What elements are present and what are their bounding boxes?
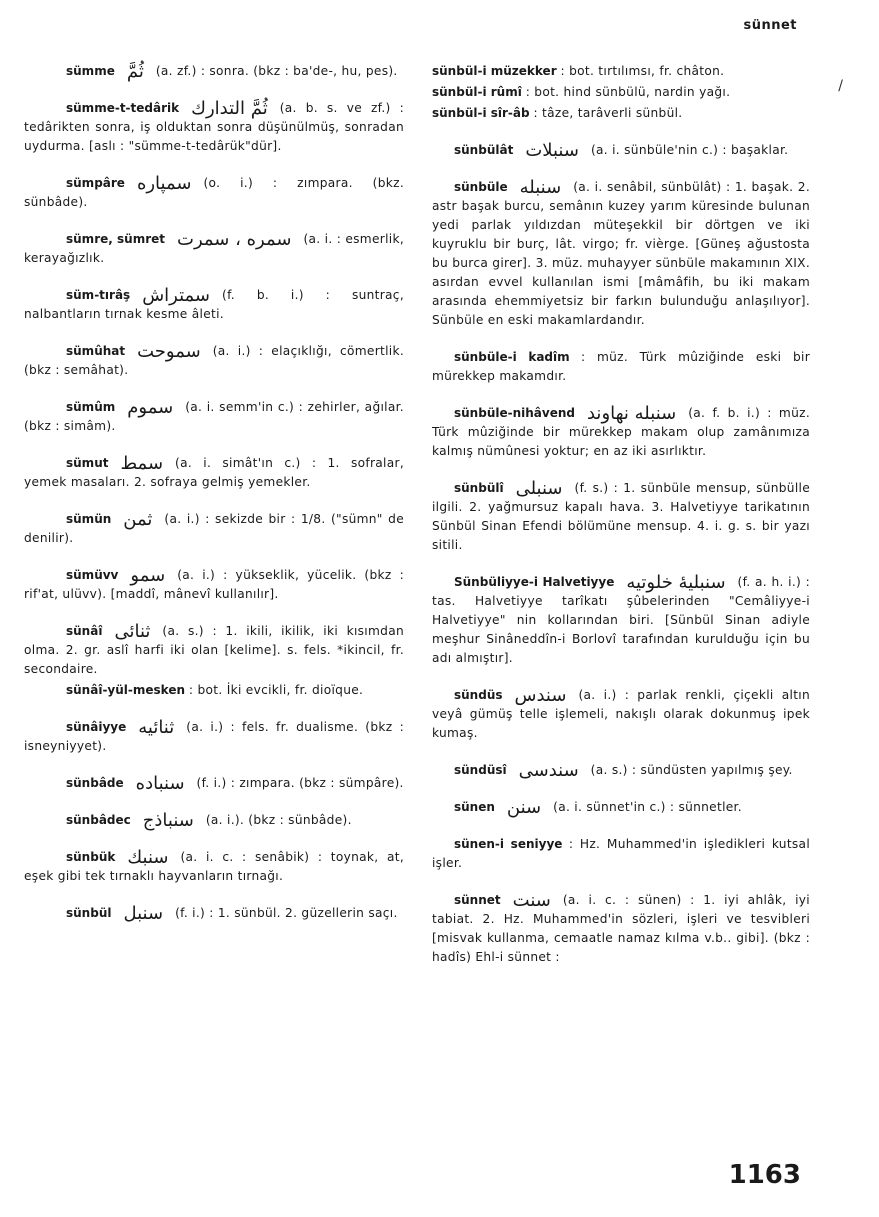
dictionary-entry [24, 718, 404, 756]
entry-definition: (a. i. simât'ın c.) : 1. sofralar, yemek masaları. 2. sofraya gelmiş yemekler. [24, 456, 404, 489]
entry-arabic-script: سنبك [127, 847, 169, 868]
entry-definition: (a. i.) : elaçıklığı, cömertlik. (bkz : semâhat). [24, 344, 404, 377]
entry-headword: sünâiyye [66, 720, 127, 734]
entry-arabic-script: ثنائیه [138, 717, 175, 738]
dictionary-entry [432, 891, 810, 967]
dictionary-entry [432, 404, 810, 461]
dictionary-entry [432, 83, 810, 102]
entry-headword: sümme [66, 64, 115, 78]
entry-definition: (a. i. : esmerlik, kerayağızlık. [24, 232, 404, 265]
entry-definition: (a. zf.) : sonra. (bkz : ba'de-, hu, pes). [155, 64, 398, 78]
entry-headword: sündüs [454, 688, 503, 702]
dictionary-entry [432, 573, 810, 668]
running-head: sünnet [743, 18, 797, 33]
entry-arabic-script: سمط [120, 453, 164, 474]
entry-arabic-script: سنن [506, 797, 542, 818]
entry-definition: (a. s.) : 1. ikili, ikilik, iki kısımdan olma. 2. gr. aslî harfi iki olan [kelime]. s. fels. *ikincil, fr. secondaire. [24, 624, 404, 676]
entry-headword: sünbül-i müzekker [432, 64, 557, 78]
entry-headword: sümüvv [66, 568, 119, 582]
entry-headword: sünâî [66, 624, 103, 638]
dictionary-entry [432, 348, 810, 386]
entry-definition: (o. i.) : zımpara. (bkz. sünbâde). [24, 176, 404, 209]
entry-headword: sümûm [66, 400, 116, 414]
dictionary-entry [432, 761, 810, 780]
dictionary-entry [432, 798, 810, 817]
entry-definition: (a. i.) : yükseklik, yücelik. (bkz : rif'at, ulüvv). [maddî, mânevî kullanılır]. [24, 568, 404, 601]
dictionary-entry [24, 811, 404, 830]
entry-headword: sünbülî [454, 481, 504, 495]
entry-definition: (a. f. b. i.) : müz. Türk mûziğinde bir mürekkep makam olup zamânımıza kalmış nümûnesi yoktur; en az iki asırlıktır. [432, 406, 810, 458]
entry-definition: (a. i. sünnet'in c.) : sünnetler. [553, 800, 742, 814]
entry-arabic-script: سنبله [519, 177, 562, 198]
entry-headword: süm-tırâş [66, 288, 131, 302]
dictionary-entry [24, 62, 404, 81]
entry-arabic-script: سمره ، سمرت [177, 229, 292, 250]
entry-arabic-script: سنباذج [142, 810, 194, 831]
entry-definition: (a. i. senâbil, sünbülât) : 1. başak. 2. astr başak burcu, semânın kuzey yarım küresinde bulunan yedi parlak yıldızdan müteşekkil bir dörtgen ve iki kuyruklu bir burç, lât. virgo; fr. vièrge. [Güneş ağustosta bu burca girer]. 3. müz. muhayyer sünbüle makamının XIX. asırdan evvel kullanılan ismi [mâmâfih, bu iki makam arasında ehemmiyetsiz bir farkın bulunduğu anlaşılıyor]. Sünbüle en eski makamlardandır. [432, 180, 810, 327]
entry-arabic-script: سنبل [123, 903, 164, 924]
entry-arabic-script: سمپاره [136, 173, 192, 194]
entry-definition: (f. s.) : 1. sünbüle mensup, sünbülle ilgili. 2. yağmursuz kapalı hava. 3. Halvetiyye tarikatının Sünbül Sinan Efendi bölümüne mensup. 4. i. g. s. bir yazı sitili. [432, 481, 810, 552]
dictionary-entry [24, 286, 404, 324]
entry-arabic-script: ثنائی [114, 621, 151, 642]
dictionary-entry [24, 904, 404, 923]
entry-headword: sünen-i seniyye [454, 837, 563, 851]
entry-definition: (a. i. c. : senâbik) : toynak, at, eşek gibi tek tırnaklı hayvanların tırnağı. [24, 850, 404, 883]
entry-headword: sünbülât [454, 143, 514, 157]
entry-headword: sünbül [66, 906, 112, 920]
entry-headword: sünbüle [454, 180, 508, 194]
entry-definition: (a. i. c. : sünen) : 1. iyi ahlâk, iyi tabiat. 2. Hz. Muhammed'in sözleri, işleri ve tesvibleri [misvak kullanma, cemaatle namaz kılma v.b.. gibi]. (bkz : hadîs) Ehl-i sünnet : [432, 893, 810, 964]
entry-arabic-script: سنباده [135, 773, 185, 794]
entry-arabic-script: سموم [127, 397, 174, 418]
entry-arabic-script: سنبلیهٔ خلوتیه [626, 572, 726, 593]
entry-headword: sünbüle-nihâvend [454, 406, 575, 420]
entry-headword: sünbük [66, 850, 116, 864]
entry-headword: sümün [66, 512, 112, 526]
entry-arabic-script: سمو [130, 565, 166, 586]
dictionary-entry [432, 686, 810, 743]
entry-arabic-script: سمتراش [142, 285, 211, 306]
dictionary-entry [24, 510, 404, 548]
entry-arabic-script: ثُمَّ [126, 61, 144, 82]
entry-definition: : bot. tırtılımsı, fr. châton. [560, 64, 725, 78]
dictionary-entry [432, 835, 810, 873]
entry-arabic-script: ثُمَّ التدارك [191, 98, 268, 119]
entry-headword: sündüsî [454, 763, 507, 777]
entry-definition: (a. i. sünbüle'nin c.) : başaklar. [590, 143, 789, 157]
dictionary-entry [24, 230, 404, 268]
entry-definition: (a. i.) : fels. fr. dualisme. (bkz : isneyniyyet). [24, 720, 404, 753]
entry-arabic-script: سنبلی [515, 478, 563, 499]
entry-headword: sünbâdec [66, 813, 131, 827]
entry-headword: sümme-t-tedârik [66, 101, 180, 115]
entry-definition: (a. s.) : sündüsten yapılmış şey. [590, 763, 793, 777]
entry-definition: : tâze, tarâverli sünbül. [533, 106, 683, 120]
entry-definition: : müz. Türk mûziğinde eski bir mürekkep makamdır. [432, 350, 811, 383]
entry-headword: sünbül-i sîr-âb [432, 106, 530, 120]
dictionary-entry [24, 174, 404, 212]
right-column [432, 62, 810, 985]
dictionary-entry [24, 566, 404, 604]
entry-definition: : bot. hind sünbülü, nardin yağı. [525, 85, 731, 99]
entry-arabic-script: سندسی [518, 760, 579, 781]
entry-definition: (f. i.) : zımpara. (bkz : sümpâre). [196, 776, 404, 790]
entry-definition: (f. i.) : 1. sünbül. 2. güzellerin saçı. [175, 906, 398, 920]
entry-definition: (a. i.) : sekizde bir : 1/8. ("sümn" de denilir). [24, 512, 404, 545]
entry-headword: sünâî-yül-mesken [66, 683, 186, 697]
entry-definition: : bot. İki evcikli, fr. dioïque. [188, 683, 364, 697]
entry-arabic-script: سندس [514, 685, 567, 706]
entry-arabic-script: سنبلات [525, 140, 579, 161]
dictionary-entry [24, 774, 404, 793]
entry-definition: (f. a. h. i.) : tas. Halvetiyye tarîkatı şûbelerinden "Cemâliyye-i Halvetiyye" nin kollarından biri. [Sünbül Sinan adiyle meşhur Sinâneddîn-i Borlovî tarafından kurulduğu için bu adı almıştır]. [432, 575, 810, 665]
dictionary-entry [432, 141, 810, 160]
dictionary-entry [24, 848, 404, 886]
entry-definition: (a. i.). (bkz : sünbâde). [205, 813, 352, 827]
entry-headword: Sünbüliyye-i Halvetiyye [454, 575, 615, 589]
entry-definition: (a. i.) : parlak renkli, çiçekli altın veyâ gümüş telle işlemeli, nakışlı olarak dokunmuş ipek kumaş. [432, 688, 810, 740]
dictionary-entry [24, 454, 404, 492]
dictionary-entry [432, 62, 810, 81]
entry-definition: (a. i. semm'in c.) : zehirler, ağılar. (bkz : simâm). [24, 400, 404, 433]
entry-headword: sümut [66, 456, 109, 470]
dictionary-entry [432, 178, 810, 330]
entry-headword: sümre, sümret [66, 232, 165, 246]
entry-arabic-script: سنت [512, 890, 551, 911]
entry-arabic-script: سنبله نهاوند [586, 403, 677, 424]
entry-definition: : Hz. Muhammed'in işledikleri kutsal işler. [432, 837, 811, 870]
entry-arabic-script: ثمن [123, 509, 153, 530]
margin-mark: / [838, 78, 843, 94]
entry-arabic-script: سموحت [137, 341, 201, 362]
entry-headword: sünbâde [66, 776, 124, 790]
entry-definition: (f. b. i.) : suntraç, nalbantların tırnak kesme âleti. [24, 288, 404, 321]
dictionary-entry [24, 99, 404, 156]
entry-definition: (a. b. s. ve zf.) : tedârikten sonra, iş olduktan sonra düşünülmüş, sonradan uydurma. [aslı : "sümme-t-tedârük"dür]. [24, 101, 404, 153]
dictionary-entry [24, 398, 404, 436]
entry-headword: sümpâre [66, 176, 125, 190]
dictionary-entry [24, 681, 404, 700]
page-number: 1163 [728, 1160, 801, 1190]
entry-headword: sünbül-i rûmî [432, 85, 522, 99]
dictionary-entry [24, 622, 404, 679]
dictionary-entry [24, 342, 404, 380]
entry-headword: sünnet [454, 893, 501, 907]
dictionary-entry [432, 479, 810, 555]
dictionary-entry [432, 104, 810, 123]
entry-headword: sünbüle-i kadîm [454, 350, 570, 364]
entry-headword: sünen [454, 800, 495, 814]
entry-headword: sümûhat [66, 344, 126, 358]
left-column [24, 62, 404, 941]
